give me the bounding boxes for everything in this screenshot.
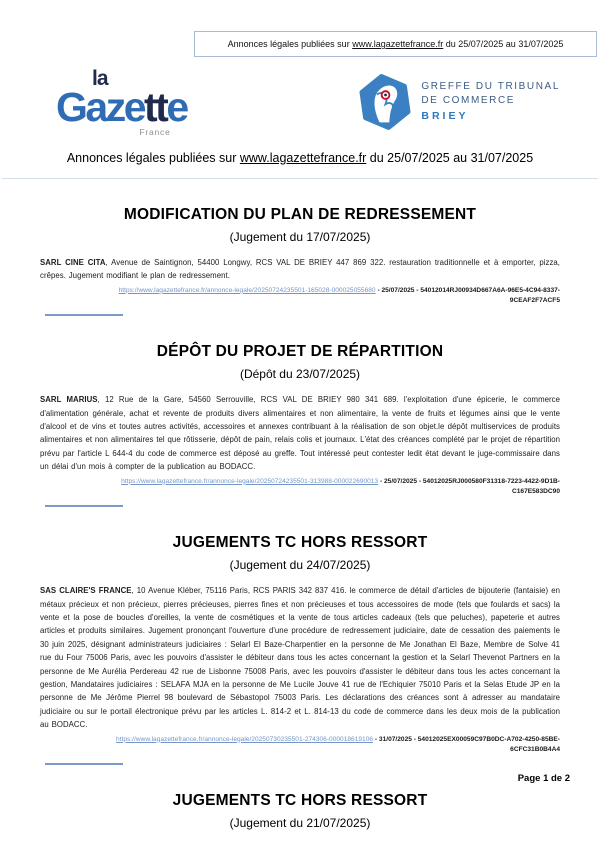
company-name: SAS CLAIRE'S FRANCE bbox=[40, 586, 132, 596]
announcement-subtitle: (Jugement du 17/07/2025) bbox=[229, 230, 371, 244]
page-subtitle bbox=[2, 151, 598, 165]
subheader-link[interactable]: www.lagazettefrance.fr bbox=[239, 151, 367, 165]
announcement-text: , Avenue de Saintignon, 54400 Longwy, RCS VAL DE BRIEY 447 869 322. restauration traditionnelle et à emporter, pizza, crêpes. Jugement modifiant le plan de redressement. bbox=[40, 258, 560, 281]
announcement-title: DÉPÔT DU PROJET DE RÉPARTITION bbox=[156, 343, 444, 361]
greffe-line2: DE COMMERCE bbox=[421, 95, 516, 107]
announcement-title: JUGEMENTS TC HORS RESSORT bbox=[172, 534, 428, 552]
announcement-title: MODIFICATION DU PLAN DE REDRESSEMENT bbox=[123, 206, 477, 223]
announcement-separator bbox=[45, 505, 123, 507]
announcement-body bbox=[40, 256, 560, 283]
announcement-link[interactable]: https://www.lagazettefrance.fr/annonce-legale/20250724235501-313988-000022690013 bbox=[121, 477, 379, 485]
announcement-reference-line bbox=[40, 735, 560, 755]
page-number: Page 1 de 2 bbox=[517, 773, 570, 784]
top-notice-prefix: Annonces légales publiées sur bbox=[227, 39, 353, 49]
announcement-body bbox=[40, 584, 560, 731]
announcement-reference: - 25/07/2025 - 54012014RJ00934D667A6A-96E5-4C94-8337-9CEAF2F7ACF5 bbox=[375, 286, 560, 305]
marianne-hexagon-icon bbox=[358, 73, 412, 131]
announcement-jugements-tc-hors-ressort-2 bbox=[40, 792, 560, 830]
announcement-depot-projet-repartition bbox=[40, 343, 560, 507]
company-name: SARL CINE CITA bbox=[40, 258, 106, 267]
cockade-center bbox=[385, 94, 388, 97]
top-notice-box bbox=[194, 31, 597, 57]
announcement-modification-plan-redressement bbox=[40, 206, 560, 316]
announcement-subtitle: (Jugement du 24/07/2025) bbox=[229, 558, 371, 573]
announcement-jugements-tc-hors-ressort bbox=[40, 534, 560, 765]
announcement-link[interactable]: https://www.lagazettefrance.fr/annonce-legale/20250724235501-165028-000025055680 bbox=[118, 286, 376, 294]
gazette-logo bbox=[56, 68, 187, 136]
announcement-separator bbox=[45, 763, 123, 765]
announcement-text: , 12 Rue de la Gare, 54560 Serrouville, RCS VAL DE BRIEY 980 341 689. l'exploitation d'une épicerie, le commerce d'alimentation générale, achat et revente de produits divers alimentaires et non alimentaire, la vente de fruits et légumes ainsi que le vente d'alcool et de vins et toutes autres activités, accessoires et annexes contribuant à la réalisation de son objet.le dépôt multiservices de produits alimentaires et non alimentaires tel que rôtisserie, dépôt de pain, relais colis et journaux. L'état des créances complété par le projet de répartition prévu par l'article L 644-4 du code de commerce est déposé au greffe. Tout intéressé peut contester ledit état devant le juge-commissaire dans un délai d'un mois à compter de la publication au BODACC. bbox=[40, 395, 561, 472]
top-notice-link[interactable]: www.lagazettefrance.fr bbox=[352, 39, 444, 49]
announcement-text: , 10 Avenue Kléber, 75116 Paris, RCS PARIS 342 837 416. le commerce de détail d'articles de bijouterie (fantaisie) en métaux précieux et non précieux, pierres précieuses, pierres fines et non précieuses et tous accessoires de mode (tels que foulards et sacs) la vente et la pose de boucles d'oreilles, la vente de cosmétiques et la vente de tous articles cadeaux (tels que peluches), papeterie et autres articles et produits similaires. Jugement prononçant l'ouverture d'une procédure de redressement judiciaire, date de cessation des paiements le 30 juin 2025, désignant administrateurs judiciaires : Selarl El Baze-Charpentier en la personne de Me Jonathan El Baze, Membre de Solve 41 rue du Four 75006 Paris, avec les pouvoirs d'assister le débiteur dans tous les actes concernant la gestion et la Selarl Thevenot Partners en la personne de Me Aurélia Perdereau 42 rue de Lisbonne 75008 Paris, avec les pouvoirs d'assister le débiteur dans tous les actes concernant la gestion, Mandataires judiciaires : SELAFA MJA en la personne de Me Lucile Jouve 41 rue de l'Echiquier 75010 Paris et la Selas Etude JP en la personne de Me Jérôme Pierrel 98 boulevard de Sébastopol 75003 Paris. Les déclarations des créances sont à adresser au mandataire judiciaire ou sur le portail électronique prévu par les articles L. 814-2 et L. 814-13 du code de commerce dans les deux mois de la publication au BODACC. bbox=[40, 586, 560, 730]
announcement-reference-line bbox=[40, 477, 560, 497]
gazette-logo-wordmark: Gazette bbox=[56, 83, 187, 130]
greffe-logo bbox=[358, 73, 560, 131]
company-name: SARL MARIUS bbox=[40, 395, 98, 405]
subheader-prefix: Annonces légales publiées sur bbox=[66, 151, 240, 165]
announcement-body bbox=[40, 393, 560, 473]
subheader-rule bbox=[2, 151, 598, 179]
header bbox=[0, 68, 600, 136]
gazette-logo-country: France bbox=[139, 126, 171, 137]
announcement-link[interactable]: https://www.lagazettefrance.fr/annonce-legale/20250730235501-274306-000018619106 bbox=[116, 735, 374, 743]
greffe-city: BRIEY bbox=[421, 109, 469, 122]
greffe-logo-text bbox=[421, 80, 560, 124]
announcement-subtitle: (Dépôt du 23/07/2025) bbox=[239, 367, 361, 382]
gazette-logo-la: la bbox=[92, 66, 108, 90]
announcement-reference: - 31/07/2025 - 54012025EX00059C97B0DC-A702-4250-85BE-6CFC31B0B4A4 bbox=[373, 735, 560, 753]
announcement-title: JUGEMENTS TC HORS RESSORT bbox=[172, 792, 428, 810]
announcement-separator bbox=[45, 314, 123, 316]
top-notice-suffix: du 25/07/2025 au 31/07/2025 bbox=[443, 39, 564, 49]
announcement-reference: - 25/07/2025 - 54012025RJ000580F31318-7223-4422-9D1B-C167E583DC90 bbox=[378, 477, 560, 495]
announcement-reference-line bbox=[40, 286, 560, 306]
subheader-suffix: du 25/07/2025 au 31/07/2025 bbox=[366, 151, 534, 165]
greffe-line1: GREFFE DU TRIBUNAL bbox=[421, 80, 560, 92]
announcement-subtitle: (Jugement du 21/07/2025) bbox=[229, 816, 371, 831]
